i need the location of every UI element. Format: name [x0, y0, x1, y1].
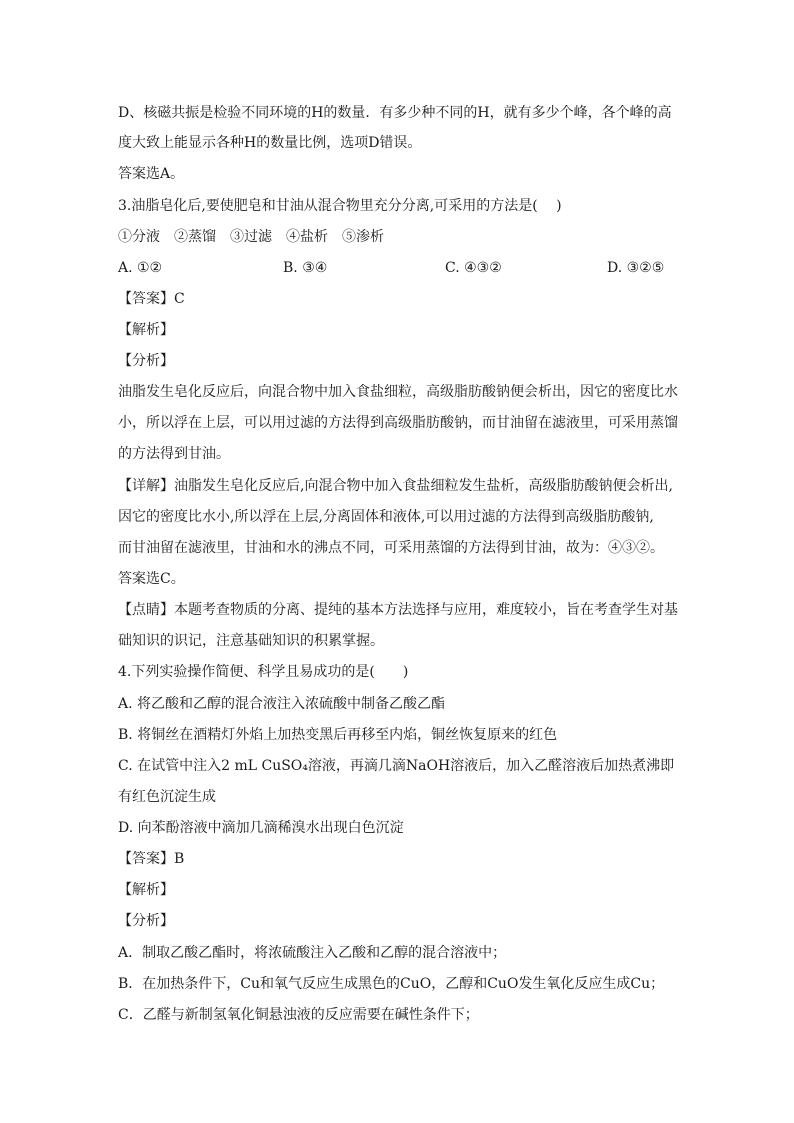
text-line: 有红色沉淀生成: [118, 789, 216, 805]
detail-paragraph: 【详解】油脂发生皂化反应后,向混合物中加入食盐细粒发生盐析，高级脂肪酸钠便会析出,: [118, 478, 673, 494]
text-line: 油脂发生皂化反应后，向混合物中加入食盐细粒，高级脂肪酸钠便会析出，因它的密度比水: [118, 384, 678, 400]
question-4-option-d: D. 向苯酚溶液中滴加几滴稀溴水出现白色沉淀: [118, 820, 404, 836]
question-3-option-c: C. ④③②: [445, 260, 502, 276]
text-line: B．在加热条件下，Cu和氧气反应生成黑色的CuO，乙醇和CuO发生氧化反应生成Cu；: [118, 976, 665, 992]
reasoning-heading: 【分析】: [118, 353, 174, 369]
answer-line: 答案选C。: [118, 571, 185, 587]
analysis-heading: 【解析】: [118, 882, 174, 898]
question-4-option-b: B. 将铜丝在酒精灯外焰上加热变黑后再移至内焰，铜丝恢复原来的红色: [118, 727, 558, 743]
text-line: 而甘油留在滤液里，甘油和水的沸点不同，可采用蒸馏的方法得到甘油，故为：④③②。: [118, 540, 664, 556]
reasoning-heading: 【分析】: [118, 913, 174, 929]
question-3-option-d: D. ③②⑤: [607, 260, 665, 276]
analysis-heading: 【解析】: [118, 322, 174, 338]
text-line: 础知识的识记，注意基础知识的积累掌握。: [118, 633, 384, 649]
answer-line: 答案选A。: [118, 166, 185, 182]
question-3-methods: ①分液 ②蒸馏 ③过滤 ④盐析 ⑤渗析: [118, 229, 384, 245]
question-3-option-a: A. ①②: [118, 260, 163, 276]
answer-heading: 【答案】B: [118, 851, 185, 867]
question-4-option-a: A. 将乙酸和乙醇的混合液注入浓硫酸中制备乙酸乙酯: [118, 696, 446, 712]
text-line: 的方法得到甘油。: [118, 446, 230, 462]
text-line: 度大致上能显示各种H的数量比例，选项D错误。: [118, 135, 422, 151]
question-3-stem: 3.油脂皂化后,要使肥皂和甘油从混合物里充分分离,可采用的方法是( ): [118, 198, 562, 214]
question-4-stem: 4.下列实验操作简便、科学且易成功的是( ): [118, 664, 409, 680]
text-line: A．制取乙酸乙酯时，将浓硫酸注入乙酸和乙醇的混合溶液中；: [118, 945, 507, 961]
question-4-option-c: C. 在试管中注入2 mL CuSO₄溶液，再滴几滴NaOH溶液后，加入乙醛溶液后加热煮沸即: [118, 758, 675, 774]
question-3-option-b: B. ③④: [283, 260, 328, 276]
text-line: 小，所以浮在上层，可以用过滤的方法得到高级脂肪酸钠，而甘油留在滤液里，可采用蒸馏: [118, 415, 678, 431]
text-line: 因它的密度比水小,所以浮在上层,分离固体和液体,可以用过滤的方法得到高级脂肪酸钠,: [118, 509, 654, 525]
comment-paragraph: 【点睛】本题考查物质的分离、提纯的基本方法选择与应用，难度较小，旨在考查学生对基: [118, 602, 678, 618]
text-line: D、核磁共振是检验不同环境的H的数量．有多少种不同的H，就有多少个峰，各个峰的高: [118, 105, 672, 121]
answer-heading: 【答案】C: [118, 291, 185, 307]
text-line: C．乙醛与新制氢氧化铜悬浊液的反应需要在碱性条件下；: [118, 1007, 479, 1023]
